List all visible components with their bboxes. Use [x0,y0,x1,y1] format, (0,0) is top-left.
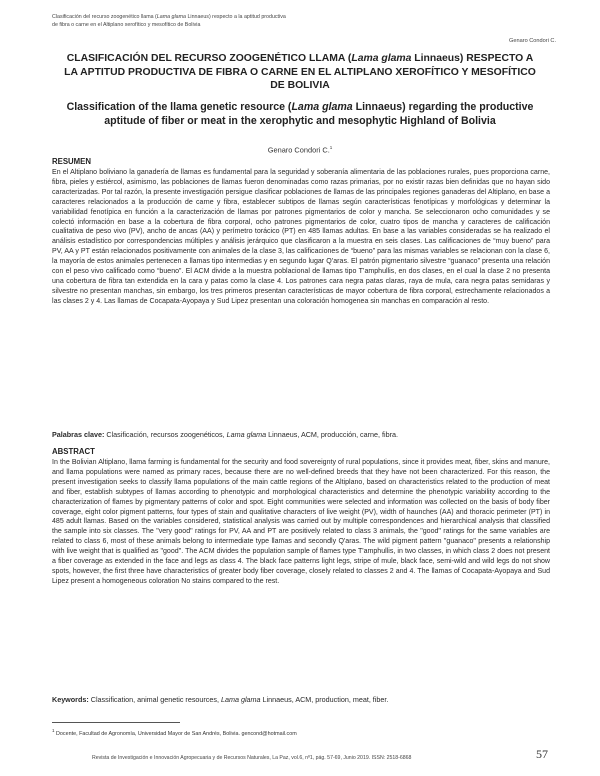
journal-citation: Revista de Investigación e Innovación Agropecuaria y de Recursos Naturales, La Paz, vol.6, nº1, pág. 57-69, Junio 2019. ISSN: 2518-6868 [92,755,412,761]
footnote-marker: 1 [52,728,55,733]
keywords-text2: Linnaeus, ACM, production, meat, fiber. [260,695,389,704]
running-title [52,13,292,29]
palabras-clave-text2: Linnaeus, ACM, producción, carne, fibra. [266,430,399,439]
title-en-italic: Lama glama [291,101,353,113]
title-es-part1: CLASIFICACIÓN DEL RECURSO ZOOGENÉTICO LLAMA ( [66,53,352,64]
author-affiliation-marker: 1 [329,145,333,150]
author-line [0,145,600,154]
abstract-heading: ABSTRACT [52,447,95,456]
keywords-italic: Lama glama [220,695,261,704]
title-en-part2: Linnaeus) regarding the productive aptitude of fiber or meat in the xerophytic and mesophytic Highland of Bolivia [104,101,534,127]
running-title-suffix: Linnaeus) respecto a la aptitud productiva de fibra o carne en el Altiplano xerofítico y mesofítico de Bolivia [52,14,286,29]
footnote-text: Docente, Facultad de Agronomía, Universidad Mayor de San Andrés, Bolivia. gencond@hotmail.com [54,730,297,737]
footnote [52,728,297,737]
palabras-clave [52,430,550,440]
resumen-body: En el Altiplano boliviano la ganadería de llamas es fundamental para la seguridad y soberanía alimentaria de las poblaciones rurales, pues proporciona carne, fibra, pieles y estiércol, asimismo, las poblaciones de llamas fueron denominadas como razas primarias, por no existir razas bien definidas que no hayan sido caracterizadas. Por tal razón, la presente investigación persigue clasificar poblaciones de llamas de las principales regiones ganaderas del Altiplano, en base a caracteres relacionados a la producción de carne y fibra, establecer subtipos de llamas según características fenotípicas y morfológicas y determinar la variabilidad fenotípica en función a la caracterización de llamas por patrones pigmentarios de color y mancha. Se seleccionaron ocho comunidades y se colectó información en base a la cobertura de fibra corporal, ocho patrones pigmentarios de color, cuatro tipos de mancha y caracteres de calificación cualitativa de peso vivo (PV), ancho de ancas (AA) y perímetro torácico (PT) en 485 llamas adultas. En base a las variables consideradas se ha realizado el análisis estadístico por correspondencias múltiples y análisis jerárquico que clasificaron a la muestra en seis clases. Las calificaciones de “muy bueno” para PV, AA y PT están relacionados positivamente con animales de la clase 3, las calificaciones de “bueno” para las mismas variables se relacionan con la clase 6, la mayoría de estos animales pertenecen a llamas tipo intermedias y en segundo lugar Q’aras. El patrón pigmentario silvestre “guanaco” presenta una relación con el peso vivo calificado como “bueno”. El ACM divide a la muestra poblacional de llamas tipo T’amphullis, en dos clases, en el cual la clase 2 no presenta una cobertura de fibra tan extendida en la cara y patas como la clase 4. Los patrones cara negra patas claras, raya de mula, cara negra patas semidaras y silvestre no presentan manchas, sin embargo, los tres primeros presentan características de mayor cobertura de fibra corporal, estrechamente relacionados a las clases 2 y 4. Las llamas de Cocapata-Ayopaya y Sud Lipez presentan una coloración homogenea sin manchas en comparación al resto. [52,169,550,305]
keywords [52,695,550,705]
abstract-body: In the Bolivian Altiplano, llama farming is fundamental for the security and food sovereignty of rural populations, since it provides meat, fiber, skins and manure, and llama populations were named as primary races, because there are no well-defined breeds that they have not been characterized. For this reason, the present investigation seeks to classify llama populations of the main cattle regions of the Altiplano, based on characteristics related to the production of meat and fiber, establish subtypes of llamas according to phenotypic and morphological characteristics and determine the phenotypic variability according to the characterization of flames by pigmentary patterns of color and spot. Eight communities were selected and information was collected on the basis of body fiber coverage, eight color pigment patterns, four types of stain and qualitative characters of live weight (PV), width of haunches (AA) and thoracic perimeter (PT) in 485 adult llamas. Based on the variables considered, statistical analysis was carried out by multiple correspondences and hierarchical analysis that classified the sample into six classes. The "very good" ratings for PV, AA and PT are positively related to class 3 animals, the "good" ratings for the same variables are related to class 6, most of these animals belong to intermediate type llamas and secondly Q'aras. The wild pigment pattern "guanaco" presents a relationship with live weight that is qualified as "good". The ACM divides the population sample of flames type T'amphullis, in two classes, in which class 2 does not present a fiber coverage as extended in the face and legs as class 4. The black face patterns light legs, stripe of mule, black face, semi-wild and wild legs do not show spots, however, the first three have characteristics of greater body fiber coverage, closely related to classes 2 and 4. The llamas of Cocapata-Ayopaya and Sud Lipez present a homogeneous coloration No stains compared to the rest. [52,459,550,585]
running-title-italic: Lama glama [156,14,186,20]
keywords-text1: Classification, animal genetic resources, [88,695,221,704]
author-name: Genaro Condori C. [267,145,330,155]
palabras-clave-text1: Clasificación, recursos zoogenéticos, [104,430,227,439]
title-es-part2: Linnaeus) RESPECTO A LA APTITUD PRODUCTIVA DE FIBRA O CARNE EN EL ALTIPLANO XEROFÍTICO Y MESOFÍTICO DE BOLIVIA [64,53,536,91]
title-en-part1: Classification of the llama genetic resource ( [66,101,292,113]
palabras-clave-italic: Lama glama [226,430,267,439]
page-number: 57 [536,747,548,761]
running-title-prefix: Clasificación del recurso zoogenético llama ( [52,14,157,20]
palabras-clave-label: Palabras clave: [52,430,105,439]
keywords-label: Keywords: [52,695,89,704]
running-author: Genaro Condori C. [509,38,556,44]
title-es-italic: Lama glama [351,53,412,64]
title-spanish [60,52,540,93]
footnote-divider [52,722,180,723]
title-english [52,101,548,128]
resumen-heading: RESUMEN [52,157,91,166]
